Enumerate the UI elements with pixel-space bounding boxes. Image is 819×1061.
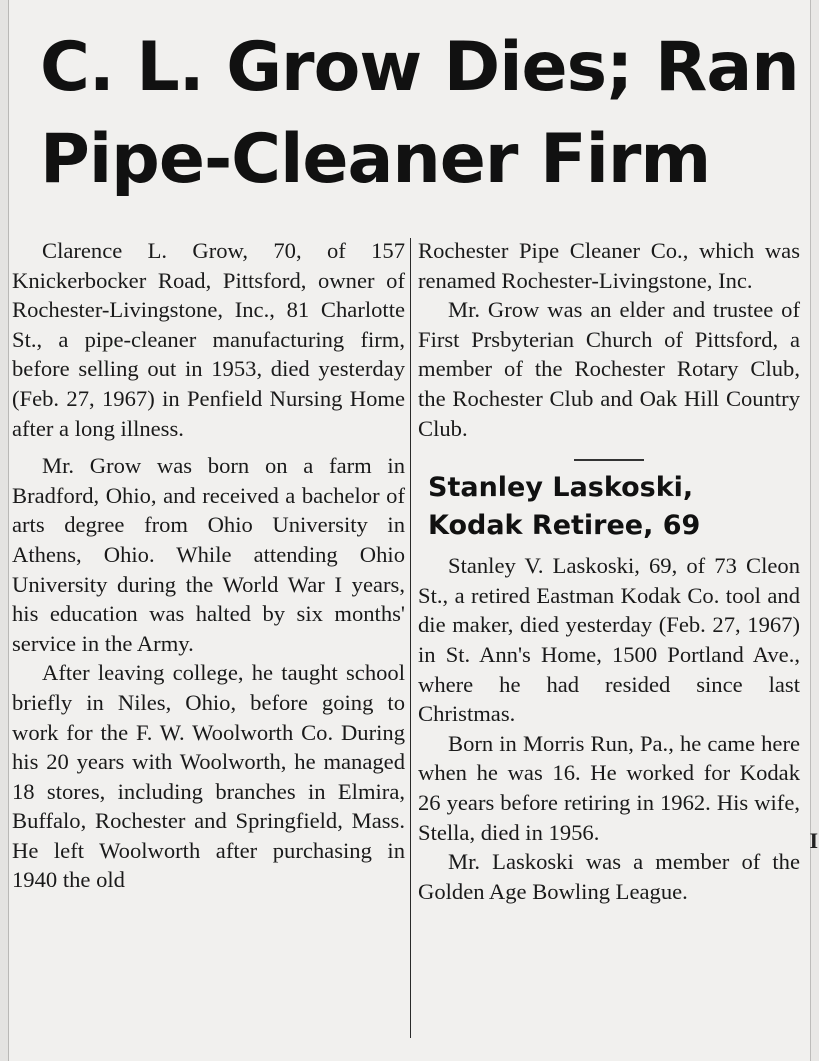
headline-line-1: C. L. Grow Dies; Ran bbox=[40, 28, 799, 107]
grow-paragraph-2: Mr. Grow was born on a farm in Bradford, Ohio, and received a bachelor of arts degree from Ohio University in Athens, Ohio. While attending Ohio University during the World War I years, his education was halted by six months' service in the Army. bbox=[12, 453, 405, 656]
grow-paragraph-1: Clarence L. Grow, 70, of 157 Knickerbocker Road, Pittsford, owner of Rochester-Livingstone, Inc., 81 Charlotte St., a pipe-cleaner manufacturing firm, before selling out in 1953, died yesterday (Feb. 27, 1967) in Penfield Nursing Home after a long illness. bbox=[12, 238, 405, 441]
right-column bbox=[418, 236, 800, 906]
laskoski-paragraph-1: Stanley V. Laskoski, 69, of 73 Cleon St., a retired Eastman Kodak Co. tool and die maker, died yesterday (Feb. 27, 1967) in St. Ann's Home, 1500 Portland Ave., where he had resided since last Christmas. bbox=[418, 553, 800, 727]
laskoski-paragraph-3: Mr. Laskoski was a member of the Golden Age Bowling League. bbox=[418, 849, 800, 904]
page-left-edge bbox=[0, 0, 9, 1061]
main-headline bbox=[40, 22, 800, 206]
laskoski-headline-line-2: Kodak Retiree, 69 bbox=[428, 510, 701, 542]
grow-paragraph-3: After leaving college, he taught school briefly in Niles, Ohio, before going to work for the F. W. Woolworth Co. During his 20 years with Woolworth, he managed 18 stores, including branches in Elmira, Buffalo, Rochester and Springfield, Mass. He left Woolworth after purchasing in 1940 the old bbox=[12, 660, 405, 893]
grow-paragraph-4: Mr. Grow was an elder and trustee of First Prsbyterian Church of Pittsford, a member of the Rochester Rotary Club, the Rochester Club and Oak Hill Country Club. bbox=[418, 297, 800, 441]
column-divider bbox=[410, 238, 411, 1038]
laskoski-headline-line-1: Stanley Laskoski, bbox=[428, 472, 694, 504]
grow-paragraph-3-continued: Rochester Pipe Cleaner Co., which was renamed Rochester-Livingstone, Inc. bbox=[418, 238, 800, 293]
laskoski-headline bbox=[428, 469, 800, 545]
edge-text-fragment: I bbox=[809, 828, 818, 853]
laskoski-paragraph-2: Born in Morris Run, Pa., he came here when he was 16. He worked for Kodak 26 years before retiring in 1962. His wife, Stella, died in 1956. bbox=[418, 730, 800, 845]
headline-line-2: Pipe-Cleaner Firm bbox=[40, 120, 711, 199]
page-right-edge bbox=[810, 0, 819, 1061]
paragraph-gap bbox=[12, 443, 405, 451]
article-separator bbox=[574, 459, 644, 461]
left-column bbox=[12, 236, 405, 895]
